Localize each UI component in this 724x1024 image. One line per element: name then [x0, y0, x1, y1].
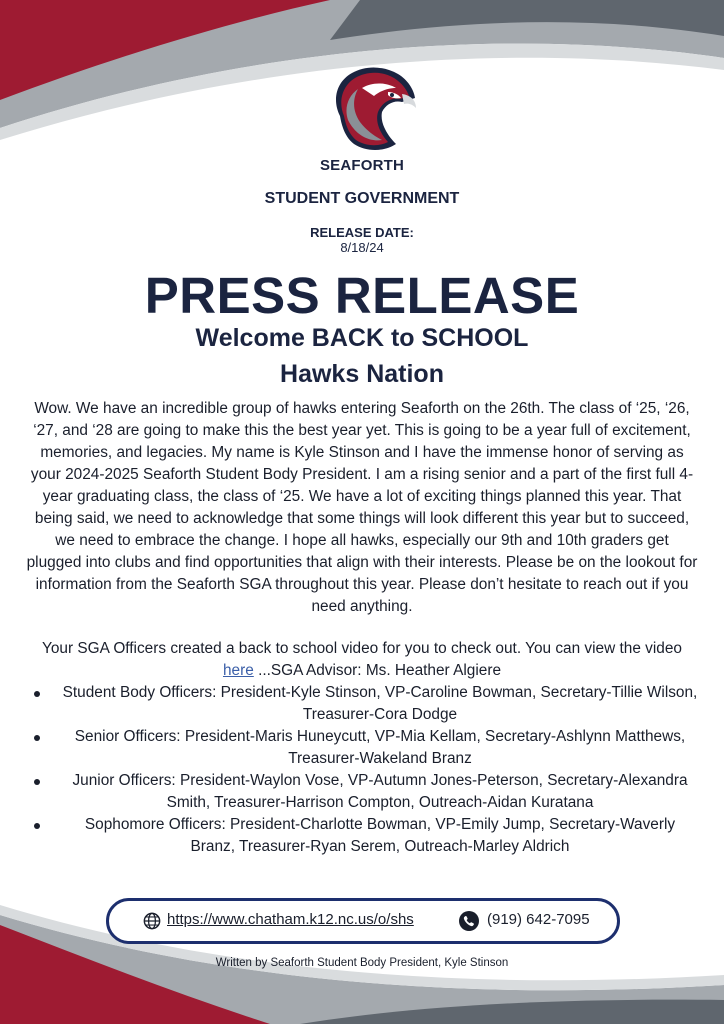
footer-credit: Written by Seaforth Student Body President, Kyle Stinson	[215, 957, 509, 969]
press-release-body	[26, 398, 698, 858]
bullet-icon	[34, 823, 40, 829]
list-item	[26, 814, 698, 858]
list-item	[26, 770, 698, 814]
officer-entry-junior: Junior Officers: President-Waylon Vose, VP-Autumn Jones-Peterson, Secretary-Alexandra Smith, Treasurer-Harrison Compton, Outreach-Aidan Kuratana	[72, 772, 688, 811]
phone-icon	[459, 911, 479, 931]
school-name: SEAFORTH	[319, 157, 405, 174]
organization-name: STUDENT GOVERNMENT	[264, 190, 460, 207]
hawk-logo-icon	[322, 64, 422, 158]
contact-bar	[106, 898, 620, 944]
paragraph-2-intro: Your SGA Officers created a back to school video for you to check out. You can view the video	[42, 640, 682, 657]
video-link[interactable]: here	[222, 662, 254, 679]
officer-entry-sophomore: Sophomore Officers: President-Charlotte Bowman, VP-Emily Jump, Secretary-Waverly Branz, Treasurer-Ryan Serem, Outreach-Marley Aldrich	[84, 816, 676, 855]
page-title: PRESS RELEASE	[144, 267, 580, 324]
bullet-icon	[34, 691, 40, 697]
body-paragraph-1: Wow. We have an incredible group of hawks entering Seaforth on the 26th. The class of ‘25, ‘26, ‘27, and ‘28 are going to make this the best year yet. This is going to be a year full of excitement, memories, and legacies. My name is Kyle Stinson and I have the immense honor of serving as your 2024-2025 Seaforth Student Body President. I am a rising senior and a part of the first full 4-year graduating class, the class of ‘25. We have a lot of exciting things planned this year. That being said, we need to acknowledge that some things will look different this year but to succeed, we need to embrace the change. I hope all hawks, especially our 9th and 10th graders get plugged into clubs and find opportunities that align with their interests. Please be on the lookout for information from the Seaforth SGA throughout this year. Please don’t hesitate to reach out if you need anything.	[26, 400, 698, 615]
officer-list	[26, 682, 698, 858]
officer-entry-senior: Senior Officers: President-Maris Huneycutt, VP-Mia Kellam, Secretary-Ashlynn Matthews, Treasurer-Wakeland Branz	[74, 728, 686, 767]
phone-number: (919) 642-7095	[487, 911, 590, 928]
subtitle-line-2: Hawks Nation	[280, 360, 444, 388]
website-link[interactable]: https://www.chatham.k12.nc.us/o/shs	[167, 911, 414, 928]
list-item	[26, 682, 698, 726]
release-date-label: RELEASE DATE:	[310, 225, 414, 240]
release-date-value: 8/18/24	[340, 240, 384, 255]
bullet-icon	[34, 779, 40, 785]
officer-entry-student-body: Student Body Officers: President-Kyle Stinson, VP-Caroline Bowman, Secretary-Tillie Wilson, Treasurer-Cora Dodge	[62, 684, 698, 723]
globe-icon	[143, 912, 161, 930]
subtitle-line-1: Welcome BACK to SCHOOL	[195, 324, 529, 352]
list-item	[26, 726, 698, 770]
paragraph-2-advisor: ...SGA Advisor: Ms. Heather Algiere	[253, 662, 502, 679]
body-paragraph-2	[26, 638, 698, 682]
bullet-icon	[34, 735, 40, 741]
